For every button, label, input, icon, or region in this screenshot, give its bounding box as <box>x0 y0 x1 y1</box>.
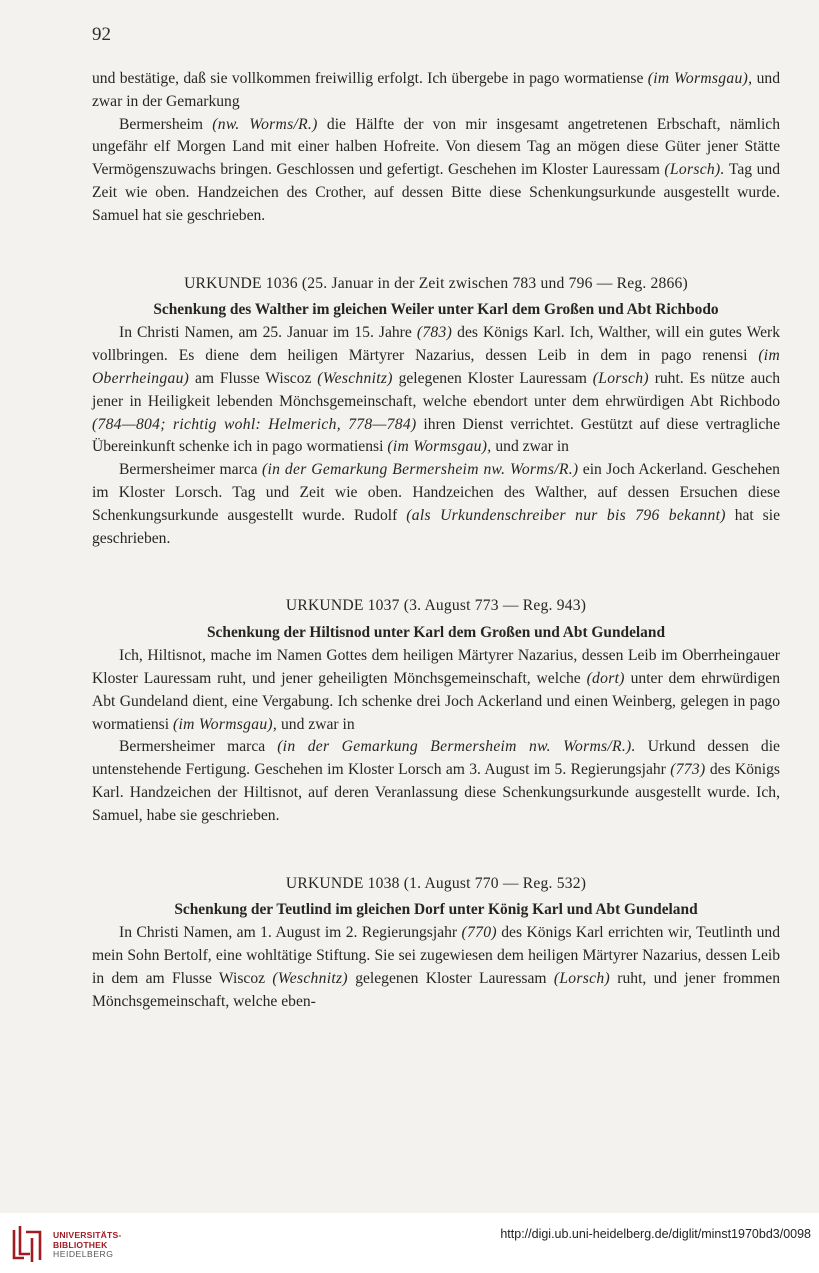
italic-run: (Lorsch) <box>592 369 649 387</box>
text-run: am Flusse Wiscoz <box>189 369 318 387</box>
source-url-link[interactable]: http://digi.ub.uni-heidelberg.de/diglit/minst1970bd3/0098 <box>500 1227 811 1241</box>
italic-run: (im Wormsgau), <box>647 70 753 87</box>
text-run: des Königs Karl. Ich, Walther, will ein gutes Werk vollbringen. Es diene dem heiligen Märtyrer Nazarius, dessen Leib in dem in pago renensi <box>92 324 780 365</box>
italic-run: (773) <box>670 761 706 779</box>
urkunde-heading-1037: URKUNDE 1037 (3. August 773 — Reg. 943) <box>285 597 587 615</box>
paragraph <box>92 922 780 1013</box>
logo-line: HEIDELBERG <box>53 1249 114 1259</box>
urkunde-title-1036: Schenkung des Walther im gleichen Weiler unter Karl dem Großen und Abt Richbodo <box>153 301 719 319</box>
text-run: und zwar in <box>277 715 355 733</box>
italic-run: (783) <box>416 324 453 342</box>
footer-bar <box>0 1213 819 1273</box>
library-logo-text <box>53 1231 122 1260</box>
text-run: hat sie geschrieben. <box>92 506 781 547</box>
text-run: und zwar in der Gemarkung <box>92 70 781 110</box>
page-number: 92 <box>92 24 111 45</box>
urkunde-title-1037: Schenkung der Hiltisnod unter Karl dem Großen und Abt Gundeland <box>207 624 665 642</box>
urkunde-title-1038: Schenkung der Teutlind im gleichen Dorf unter König Karl und Abt Gundeland <box>174 901 698 919</box>
text-run: die Hälfte der von mir insgesamt angetretenen Erbschaft, nämlich ungefähr elf Morgen Land mit einer halben Hofreite. Von diesem Tag an mögen diese Güter jener Stätte Vermögenszuwachs bringen. Geschlossen und gefertigt. Geschehen im Kloster Lauressam <box>92 115 781 179</box>
text-run: unter dem ehrwürdigen Abt Gundeland dient, eine Vergabung. Ich schenke drei Joch Ackerland und einen Weinberg, gelegen in pago wormatiensi <box>92 669 781 733</box>
text-run: ruht, und jener frommen Mönchsgemeinschaft, welche eben- <box>92 969 781 1010</box>
text-run: und zwar in <box>491 438 569 456</box>
italic-run: (in der Gemarkung Bermersheim nw. Worms/R.) <box>262 461 579 479</box>
italic-run: (im Wormsgau), <box>172 715 278 733</box>
paragraph <box>92 645 780 736</box>
text-run: des Königs Karl. Handzeichen der Hiltisnot, auf deren Veranlassung diese Schenkungsurkunde ausgestellt wurde. Ich, Samuel, habe sie geschrieben. <box>92 761 780 824</box>
italic-run: (770) <box>461 924 497 942</box>
text-run: ein Joch Ackerland. Geschehen im Kloster Lorsch. Tag und Zeit wie oben. Handzeichen des Walther, auf dessen Ersuchen diese Schenkungsurkunde ausgestellt wurde. Rudolf <box>92 461 780 524</box>
italic-run: (784—804; richtig wohl: Helmerich, 778—784) <box>92 415 417 433</box>
text-run: In Christi Namen, am 1. August im 2. Regierungsjahr <box>119 924 462 942</box>
paragraph <box>92 322 780 459</box>
paragraph <box>92 459 780 550</box>
text-run: Bermersheimer marca <box>119 738 278 756</box>
urkunde-heading-1036: URKUNDE 1036 (25. Januar in der Zeit zwischen 783 und 796 — Reg. 2866) <box>184 274 688 292</box>
text-run: ruht. Es nütze auch jener in Heiligkeit lebenden Mönchsgemeinschaft, welche ebendort unter dem ehrwürdigen Abt Richbodo <box>92 369 780 410</box>
text-run: des Königs Karl errichten wir, Teutlinth und mein Sohn Bertolf, eine wohltätige Stiftung. Sie sei zugewiesen dem heiligen Märtyrer Nazarius, dessen Leib in dem am Flusse Wiscoz <box>92 924 780 987</box>
text-run: gelegenen Kloster Lauressam <box>392 369 593 387</box>
italic-run: (in der Gemarkung Bermersheim nw. Worms/R.). <box>277 738 636 756</box>
italic-run: (im Oberrheingau) <box>92 347 780 387</box>
italic-run: (Lorsch). <box>664 161 725 179</box>
italic-run: (Lorsch) <box>553 969 610 987</box>
italic-run: (Weschnitz) <box>317 369 393 387</box>
text-run: gelegenen Kloster Lauressam <box>347 969 554 987</box>
paragraph <box>92 68 780 114</box>
italic-run: (Weschnitz) <box>272 969 348 987</box>
logo-line: UNIVERSITÄTS- <box>53 1230 122 1240</box>
italic-run: (als Urkundenschreiber nur bis 796 bekannt) <box>406 506 726 524</box>
text-run: Bermersheimer marca <box>119 461 262 479</box>
text-run: Urkund dessen die untenstehende Fertigung. Geschehen im Kloster Lorsch am 3. August im 5. Regierungsjahr <box>92 738 780 779</box>
text-run: Tag und Zeit wie oben. Handzeichen des Crother, auf dessen Bitte diese Schenkungsurkunde ausgestellt wurde. Samuel hat sie geschrieben. <box>92 161 780 224</box>
paragraph <box>92 736 780 827</box>
text-run: In Christi Namen, am 25. Januar im 15. Jahre <box>119 324 417 342</box>
urkunde-heading-1038: URKUNDE 1038 (1. August 770 — Reg. 532) <box>285 874 587 892</box>
italic-run: (im Wormsgau), <box>387 438 492 456</box>
page-body <box>92 68 780 1014</box>
italic-run: (nw. Worms/R.) <box>212 115 318 133</box>
library-logo-icon <box>10 1224 46 1264</box>
text-run: Bermersheim <box>119 115 213 133</box>
logo-line: BIBLIOTHEK <box>53 1239 108 1250</box>
text-run: Ich, Hiltisnot, mache im Namen Gottes dem heiligen Märtyrer Nazarius, dessen Leib im Oberrheingauer Kloster Lauressam ruht, und jener geheiligten Mönchsgemeinschaft, welche <box>92 647 780 687</box>
text-run: und bestätige, daß sie vollkommen freiwillig erfolgt. Ich übergebe in pago wormatiense <box>92 70 648 87</box>
paragraph <box>92 114 780 228</box>
italic-run: (dort) <box>586 669 625 687</box>
text-run: ihren Dienst verrichtet. Gestützt auf diese vertragliche Übereinkunft schenke ich in pago wormatiensi <box>92 415 781 456</box>
